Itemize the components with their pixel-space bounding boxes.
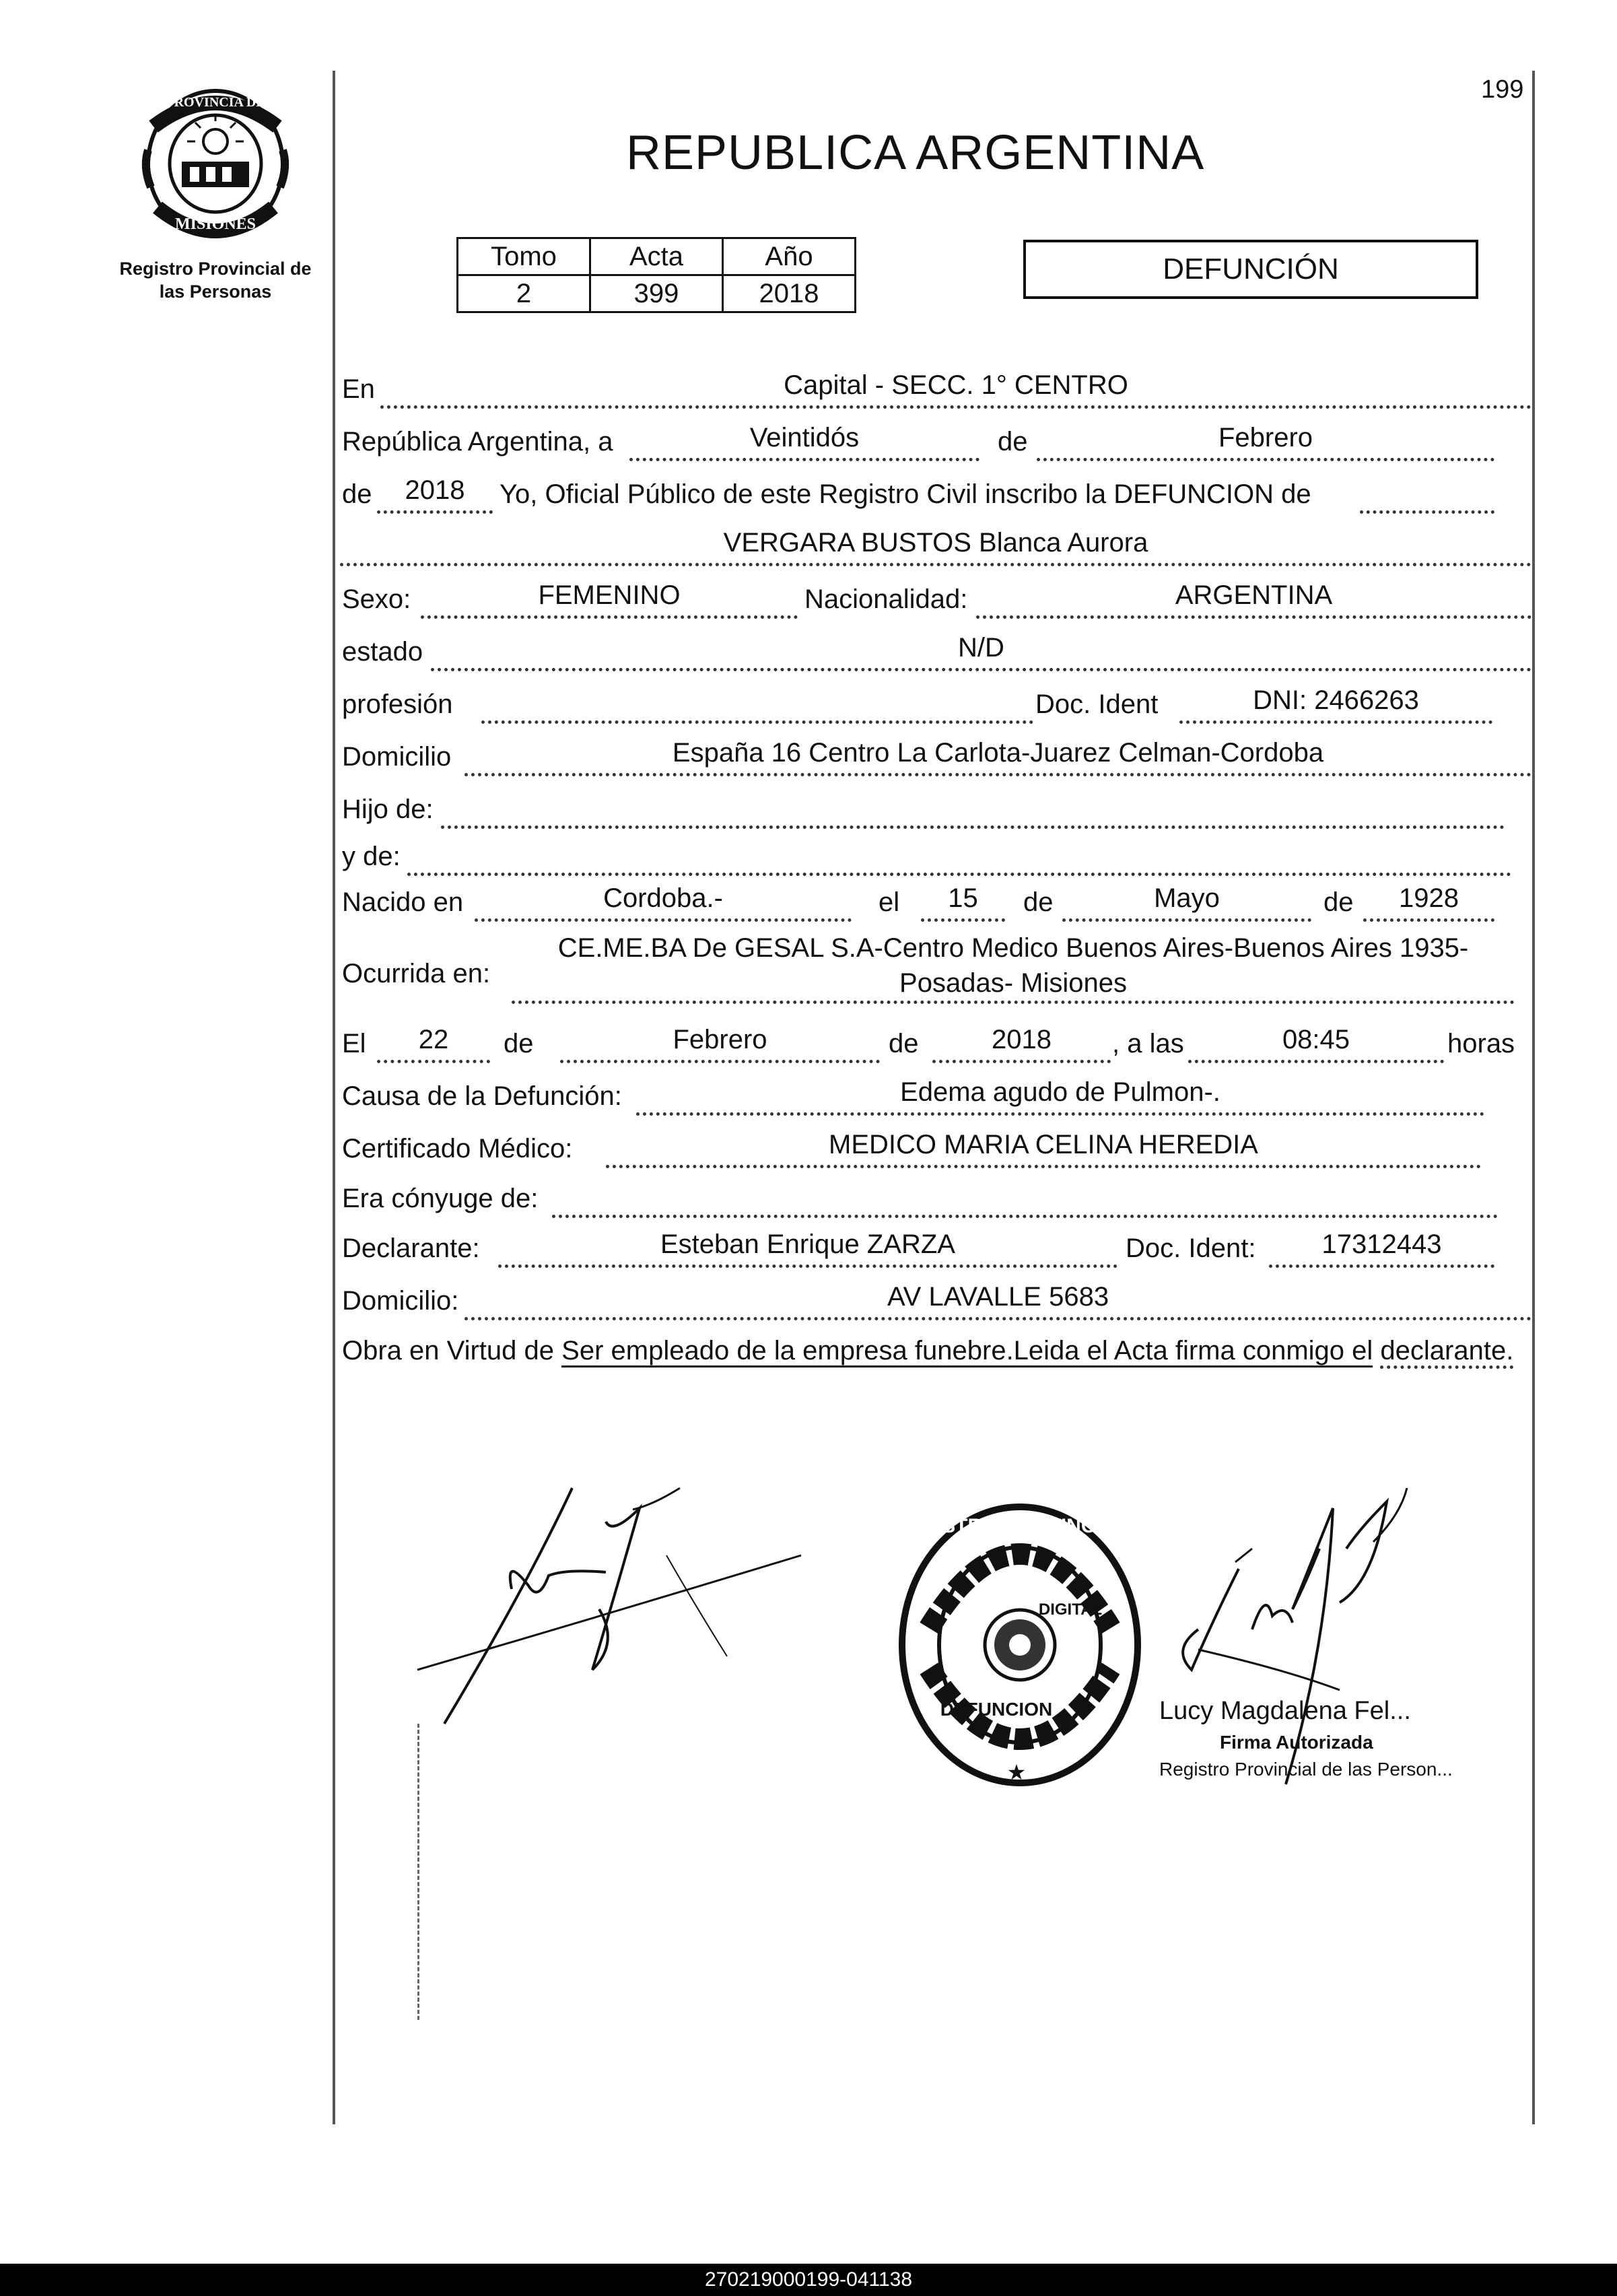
- decl-domicilio-value: AV LAVALLE 5683: [465, 1282, 1532, 1320]
- signatory-name: Lucy Magdalena Fel...: [1159, 1697, 1411, 1725]
- hijo-value: [441, 790, 1505, 829]
- obra-label: Obra en Virtud de: [342, 1336, 555, 1365]
- nacido-anio: 1928: [1363, 883, 1494, 922]
- yde-label: y de:: [342, 842, 401, 871]
- de-label-1: de: [998, 427, 1028, 457]
- declarante-label: Declarante:: [342, 1234, 480, 1263]
- nacido-lugar: Cordoba.-: [475, 883, 852, 922]
- stamp-inner-right: DIGITAL: [1038, 1600, 1103, 1619]
- year-value: 2018: [377, 475, 493, 514]
- domicilio-label: Domicilio: [342, 742, 452, 772]
- day-word: Veintidós: [629, 423, 979, 461]
- certificado-value: MEDICO MARIA CELINA HEREDIA: [606, 1130, 1481, 1168]
- nacido-mes: Mayo: [1062, 883, 1311, 922]
- conyuge-value: [552, 1180, 1498, 1218]
- nacido-de-label: de: [1023, 887, 1054, 917]
- ocurrida-value: [512, 931, 1515, 1004]
- deceased-name: VERGARA BUSTOS Blanca Aurora: [340, 528, 1532, 566]
- fecha-de2-label: de: [889, 1029, 919, 1058]
- provincia-misiones-seal: [141, 86, 289, 241]
- nacido-de2-label: de: [1323, 887, 1354, 917]
- nacionalidad-label: Nacionalidad:: [804, 584, 968, 614]
- stamp-ring-text: DELEGACION DEL REGISTRO PROVINCIAL DE LAS PERSONAS: [706, 1515, 1327, 1537]
- page-number: 199: [1481, 75, 1524, 104]
- record-type-box: DEFUNCIÓN: [1023, 240, 1478, 299]
- stamp-star-icon: ★: [1006, 1760, 1027, 1784]
- obra-end: declarante.: [1380, 1336, 1513, 1369]
- sexo-value: FEMENINO: [421, 580, 798, 619]
- signatory-role: Firma Autorizada: [1220, 1732, 1373, 1753]
- decl-domicilio-label: Domicilio:: [342, 1286, 459, 1316]
- right-margin-line: [1532, 71, 1535, 2124]
- inscribo-text: Yo, Oficial Público de este Registro Civil inscribo la DEFUNCION de: [500, 479, 1311, 509]
- fecha-anio: 2018: [932, 1025, 1111, 1063]
- header-anio: Año: [723, 238, 856, 275]
- value-acta: 399: [590, 275, 723, 312]
- month-word: Febrero: [1037, 423, 1494, 461]
- ocurrida-label: Ocurrida en:: [342, 959, 491, 988]
- hora-value: 08:45: [1188, 1025, 1444, 1063]
- obra-text: [342, 1333, 1530, 1368]
- conyuge-label: Era cónyuge de:: [342, 1184, 539, 1213]
- header-acta: Acta: [590, 238, 723, 275]
- profesion-value: [481, 685, 1033, 724]
- estado-label: estado: [342, 637, 423, 667]
- decl-doc-value: 17312443: [1269, 1229, 1494, 1268]
- certificado-label: Certificado Médico:: [342, 1134, 573, 1163]
- registry-name: Registro Provincial de las Personas: [119, 259, 312, 302]
- seal-bottom-text: MISIONES: [174, 215, 256, 233]
- nacido-dia: 15: [921, 883, 1005, 922]
- value-tomo: 2: [458, 275, 590, 312]
- horas-label: horas: [1447, 1029, 1515, 1058]
- value-anio: 2018: [723, 275, 856, 312]
- el-label: El: [342, 1029, 366, 1058]
- document-title: REPUBLICA ARGENTINA: [626, 126, 1205, 180]
- footer-barcode-code: 270219000199-041138: [0, 2264, 1617, 2296]
- yde-value: [407, 838, 1511, 876]
- estado-value: N/D: [431, 633, 1532, 671]
- en-label: En: [342, 374, 375, 404]
- nacido-label: Nacido en: [342, 887, 464, 917]
- left-margin-line: [333, 71, 335, 2124]
- declarant-signature: [411, 1468, 828, 1737]
- decl-doc-label: Doc. Ident:: [1126, 1234, 1256, 1263]
- ocurrida-line-2: Posadas- Misiones: [899, 968, 1127, 998]
- declarante-value: Esteban Enrique ZARZA: [498, 1229, 1117, 1268]
- header-tomo: Tomo: [458, 238, 590, 275]
- doc-ident-value: DNI: 2466263: [1179, 685, 1492, 724]
- alas-label: , a las: [1112, 1029, 1184, 1058]
- republica-label: República Argentina, a: [342, 427, 613, 457]
- signatory-office: Registro Provincial de las Person...: [1159, 1759, 1453, 1780]
- nacionalidad-value: ARGENTINA: [976, 580, 1532, 619]
- record-table: [456, 237, 856, 313]
- scan-mark-line: [417, 1724, 421, 2020]
- doc-ident-label: Doc. Ident: [1035, 689, 1159, 719]
- fecha-mes: Febrero: [560, 1025, 880, 1063]
- causa-label: Causa de la Defunción:: [342, 1081, 622, 1111]
- inscribo-tail: [1360, 475, 1494, 514]
- ocurrida-line-1: CE.ME.BA De GESAL S.A-Centro Medico Buenos Aires-Buenos Aires 1935-: [557, 933, 1469, 963]
- causa-value: Edema agudo de Pulmon-.: [636, 1077, 1484, 1116]
- fecha-de-label: de: [504, 1029, 534, 1058]
- stamp-inner-left: DEFUNCION: [940, 1699, 1053, 1720]
- fecha-dia: 22: [377, 1025, 490, 1063]
- nacido-el-label: el: [879, 887, 900, 917]
- profesion-label: profesión: [342, 689, 453, 719]
- seal-top-text: PROVINCIA DE: [166, 95, 265, 110]
- en-value: Capital - SECC. 1° CENTRO: [380, 370, 1532, 409]
- domicilio-value: España 16 Centro La Carlota-Juarez Celman-Cordoba: [465, 738, 1532, 776]
- obra-value: Ser empleado de la empresa funebre.Leida el Acta firma conmigo el: [561, 1336, 1373, 1368]
- de-label-2: de: [342, 479, 372, 509]
- hijo-label: Hijo de:: [342, 795, 434, 824]
- sexo-label: Sexo:: [342, 584, 411, 614]
